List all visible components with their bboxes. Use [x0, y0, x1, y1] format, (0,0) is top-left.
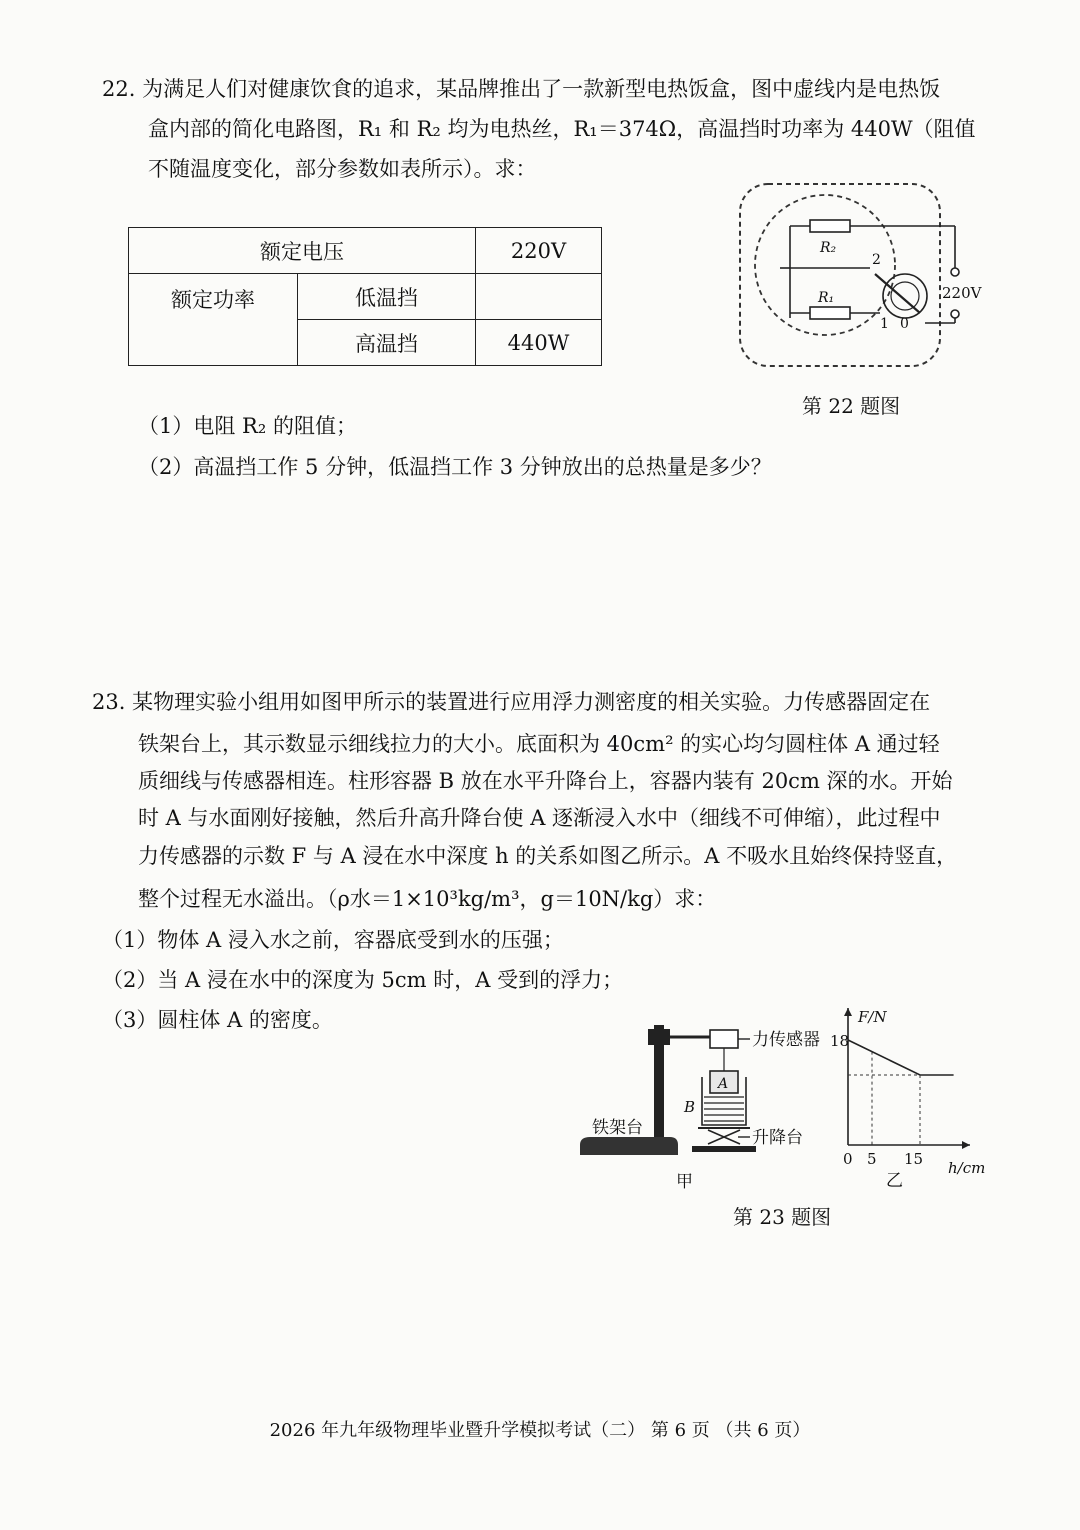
q23-line3: 质细线与传感器相连。柱形容器 B 放在水平升降台上，容器内装有 20cm 深的水。开始	[138, 769, 953, 793]
q22-figure-caption: 第 22 题图	[802, 394, 901, 418]
q23-sub3: （3）圆柱体 A 的密度。	[102, 1008, 333, 1032]
sensor-label: 力传感器	[752, 1030, 820, 1050]
r1-label: R₁	[818, 290, 835, 306]
force-depth-line	[848, 1040, 954, 1075]
high-gear-value: 440W	[476, 320, 602, 366]
x-axis-label: h/cm	[948, 1159, 986, 1177]
terminal-top	[951, 268, 959, 276]
q22-circuit-diagram	[730, 178, 1000, 378]
q23-line5: 力传感器的示数 F 与 A 浸在水中深度 h 的关系如图乙所示。A 不吸水且始终保持竖直，	[138, 844, 958, 868]
q22-line1	[102, 74, 940, 104]
force-sensor	[710, 1030, 738, 1048]
resistor-r1	[810, 307, 850, 319]
terminal-bottom	[951, 310, 959, 318]
lift-base	[692, 1146, 756, 1152]
q23-text-1: 某物理实验小组用如图甲所示的装置进行应用浮力测密度的相关实验。力传感器固定在	[132, 690, 931, 714]
stand-label: 铁架台	[592, 1118, 643, 1138]
q22-parameter-table	[128, 227, 602, 366]
q22-sub2: （2）高温挡工作 5 分钟，低温挡工作 3 分钟放出的总热量是多少？	[138, 455, 772, 479]
r2-label: R₂	[820, 240, 837, 256]
contact-0-label: 0	[900, 316, 909, 332]
x-tick-15: 15	[904, 1150, 924, 1168]
q23-sub1: （1）物体 A 浸入水之前，容器底受到水的压强；	[102, 928, 564, 952]
q23-line1	[92, 687, 930, 717]
water-lines	[704, 1097, 744, 1121]
rated-voltage-label: 额定电压	[129, 228, 476, 274]
q22-line3: 不随温度变化，部分参数如表所示）。求：	[148, 157, 537, 181]
q23-line4: 时 A 与水面刚好接触，然后升高升降台使 A 逐渐浸入水中（细线不可伸缩），此过程中	[138, 806, 941, 830]
q23-figure-caption: 第 23 题图	[733, 1205, 832, 1229]
rated-voltage-value: 220V	[476, 228, 602, 274]
rated-power-label: 额定功率	[129, 274, 298, 366]
rotary-switch	[883, 274, 927, 318]
y-tick-18: 18	[830, 1032, 850, 1050]
low-gear-value	[476, 274, 602, 320]
q23-apparatus-diagram	[570, 1015, 840, 1195]
jia-label: 甲	[676, 1172, 693, 1192]
q22-sub1: （1）电阻 R₂ 的阻值；	[138, 414, 357, 438]
x-axis-arrow	[962, 1141, 970, 1149]
contact-1-label: 1	[880, 316, 889, 332]
q22-line2: 盒内部的简化电路图，R₁ 和 R₂ 均为电热丝，R₁＝374Ω，高温挡时功率为 440W（阻值	[148, 117, 976, 141]
y-axis-label: F/N	[858, 1008, 887, 1026]
q23-line6: 整个过程无水溢出。（ρ水＝1×10³kg/m³，g＝10N/kg）求：	[138, 887, 717, 911]
y-axis-arrow	[844, 1008, 852, 1016]
q22-text-1: 为满足人们对健康饮食的追求，某品牌推出了一款新型电热饭盒，图中虚线内是电热饭	[142, 77, 941, 101]
q23-number: 23.	[92, 690, 126, 714]
q23-line2: 铁架台上，其示数显示细线拉力的大小。底面积为 40cm² 的实心均匀圆柱体 A 通过轻	[138, 732, 940, 756]
stand-base	[580, 1137, 678, 1155]
yi-label: 乙	[886, 1171, 903, 1190]
q23-force-depth-chart	[830, 1000, 1000, 1190]
lift-label: 升降台	[752, 1128, 803, 1148]
contact-2-label: 2	[872, 252, 881, 268]
container-b-label: B	[684, 1098, 696, 1116]
voltage-label: 220V	[942, 284, 982, 302]
page-footer: 2026 年九年级物理毕业暨升学模拟考试（二） 第 6 页 （共 6 页）	[269, 1420, 811, 1441]
x-tick-5: 5	[867, 1150, 877, 1168]
object-a-label: A	[718, 1076, 729, 1092]
q23-sub2: （2）当 A 浸在水中的深度为 5cm 时，A 受到的浮力；	[102, 968, 624, 992]
x-tick-0: 0	[843, 1150, 853, 1168]
resistor-r2	[810, 220, 850, 232]
low-gear-label: 低温挡	[298, 274, 476, 320]
lift-scissor	[708, 1130, 740, 1144]
q22-number: 22.	[102, 77, 136, 101]
high-gear-label: 高温挡	[298, 320, 476, 366]
